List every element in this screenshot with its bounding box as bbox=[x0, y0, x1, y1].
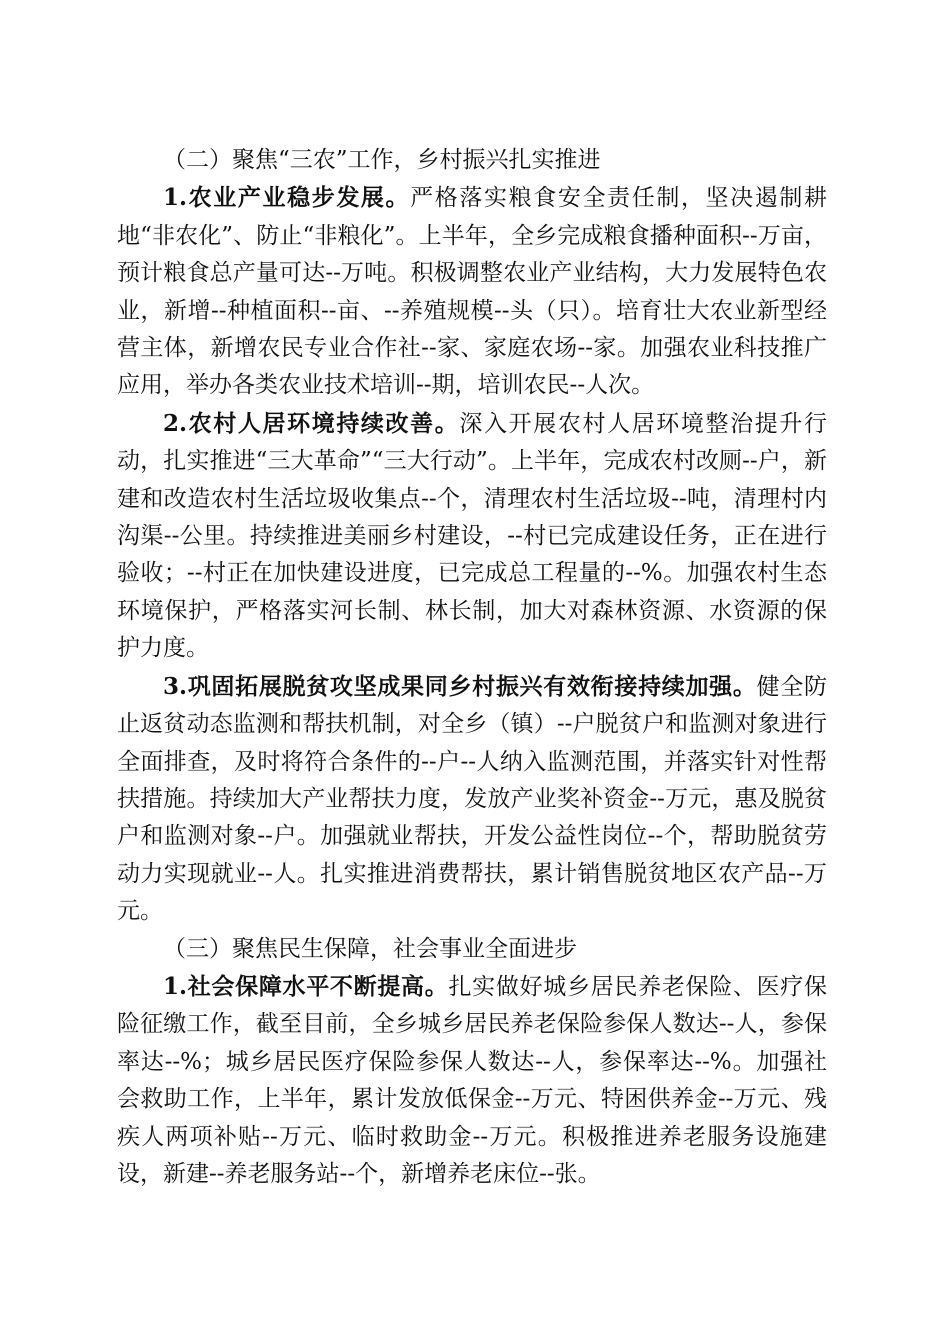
paragraph-lead: 2.农村人居环境持续改善。 bbox=[163, 409, 460, 437]
paragraph-social-security bbox=[117, 968, 827, 1193]
paragraph-poverty-alleviation bbox=[117, 668, 827, 931]
paragraph-living-environment bbox=[117, 405, 827, 668]
paragraph-lead: 1.农业产业稳步发展。 bbox=[163, 184, 411, 212]
paragraph-text: 严格落实粮食安全责任制，坚决遏制耕地“非农化”、防止“非粮化”。上半年，全乡完成粮食播种面积--万亩，预计粮食总产量可达--万吨。积极调整农业产业结构，大力发展特色农业，新增--种植面积--亩、--养殖规模--头（只）。培育壮大农业新型经营主体，新增农民专业合作社--家、家庭农场--家。加强农业科技推广应用，举办各类农业技术培训--期，培训农民--人次。 bbox=[117, 185, 828, 399]
paragraph-text: 深入开展农村人居环境整治提升行动，扎实推进“三大革命”“三大行动”。上半年，完成农村改厕--户，新建和改造农村生活垃圾收集点--个，清理农村生活垃圾--吨，清理村内沟渠--公里。持续推进美丽乡村建设，--村已完成建设任务，正在进行验收；--村正在加快建设进度，已完成总工程量的--%。加强农村生态环境保护，严格落实河长制、林长制，加大对森林资源、水资源的保护力度。 bbox=[117, 410, 827, 662]
paragraph-lead: 3.巩固拓展脱贫攻坚成果同乡村振兴有效衔接持续加强。 bbox=[163, 672, 757, 700]
paragraph-lead: 1.社会保障水平不断提高。 bbox=[163, 972, 449, 1000]
document-body bbox=[117, 142, 827, 1193]
paragraph-agriculture-industry bbox=[117, 179, 827, 404]
section-heading-agriculture: （二）聚焦“三农”工作，乡村振兴扎实推进 bbox=[163, 147, 601, 173]
section-heading-livelihood: （三）聚焦民生保障，社会事业全面进步 bbox=[163, 935, 577, 962]
paragraph-text: 健全防止返贫动态监测和帮扶机制，对全乡（镇）--户脱贫户和监测对象进行全面排查，及时将符合条件的--户--人纳入监测范围，并落实针对性帮扶措施。持续加大产业帮扶力度，发放产业奖补资金--万元，惠及脱贫户和监测对象--户。加强就业帮扶，开发公益性岗位--个，帮助脱贫劳动力实现就业--人。扎实推进消费帮扶，累计销售脱贫地区农产品--万元。 bbox=[117, 673, 827, 925]
paragraph-text: 扎实做好城乡居民养老保险、医疗保险征缴工作，截至目前，全乡城乡居民养老保险参保人数达--人，参保率达--%；城乡居民医疗保险参保人数达--人，参保率达--%。加强社会救助工作，上半年，累计发放低保金--万元、特困供养金--万元、残疾人两项补贴--万元、临时救助金--万元。积极推进养老服务设施建设，新建--养老服务站--个，新增养老床位--张。 bbox=[117, 973, 827, 1187]
